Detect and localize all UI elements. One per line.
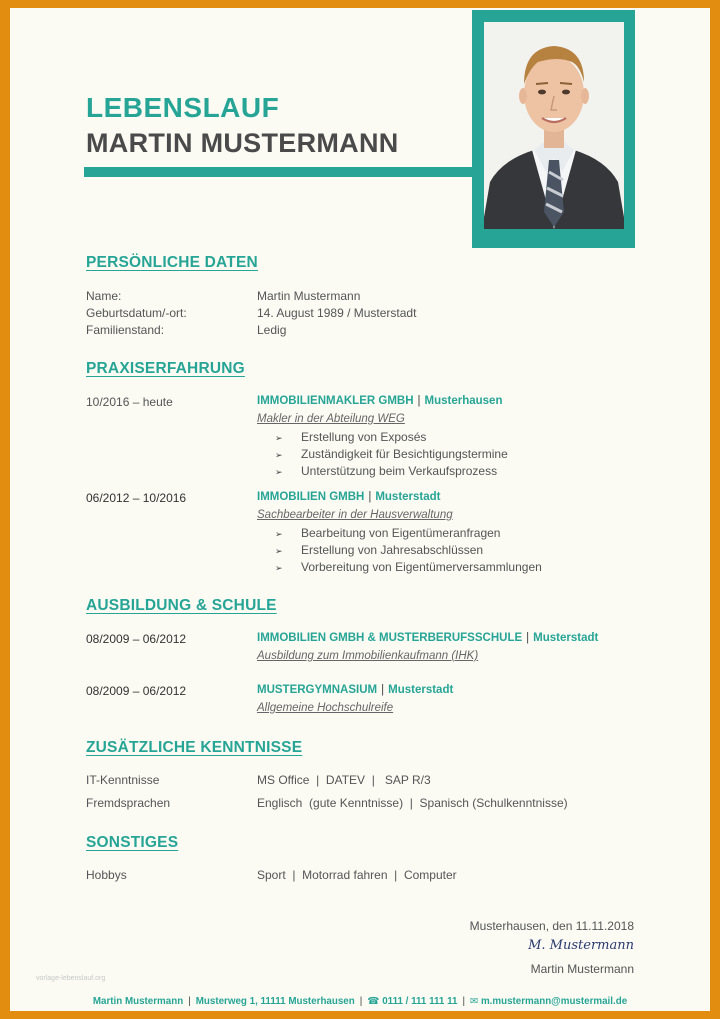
company-name: IMMOBILIEN GMBH xyxy=(257,491,365,503)
bullet-text: Unterstützung beim Verkaufsprozess xyxy=(301,464,498,478)
bullet-text: Erstellung von Exposés xyxy=(301,430,427,444)
school-city: Musterstadt xyxy=(388,684,454,696)
company-city: Musterhausen xyxy=(424,395,503,407)
footer-name: Martin Mustermann xyxy=(92,996,184,1007)
envelope-icon: ✉ xyxy=(470,996,479,1007)
separator: | xyxy=(526,632,530,644)
separator: | xyxy=(417,395,421,407)
separator: | xyxy=(368,491,372,503)
education-degree: Ausbildung zum Immobilienkaufmann (IHK) xyxy=(257,650,479,662)
personal-label: Familienstand: xyxy=(86,323,165,337)
education-date: 08/2009 – 06/2012 xyxy=(86,684,187,698)
experience-bullet xyxy=(275,543,483,557)
education-date: 08/2009 – 06/2012 xyxy=(86,632,187,646)
document-title: LEBENSLAUF xyxy=(86,92,280,123)
other-value: Sport | Motorrad fahren | Computer xyxy=(257,868,457,882)
experience-bullet xyxy=(275,464,497,478)
arrow-bullet-icon: ➢ xyxy=(275,546,283,556)
signature-place-date: Musterhausen, den 11.11.2018 xyxy=(469,919,634,933)
company-name: IMMOBILIENMAKLER GMBH xyxy=(257,395,414,407)
experience-bullet xyxy=(275,447,508,461)
personal-value: Martin Mustermann xyxy=(257,289,361,303)
arrow-bullet-icon: ➢ xyxy=(275,433,283,443)
arrow-bullet-icon: ➢ xyxy=(275,467,283,477)
arrow-bullet-icon: ➢ xyxy=(275,563,283,573)
school-name: MUSTERGYMNASIUM xyxy=(257,684,378,696)
other-label: Hobbys xyxy=(86,868,127,882)
phone-icon: ☎ xyxy=(367,996,380,1007)
personal-label: Geburtsdatum/-ort: xyxy=(86,306,187,320)
skills-label: IT-Kenntnisse xyxy=(86,773,160,787)
personal-value: Ledig xyxy=(257,323,287,337)
school-name: IMMOBILIEN GMBH & MUSTERBERUFSSCHULE xyxy=(257,632,523,644)
footer-address: Musterweg 1, 11111 Musterhausen xyxy=(195,996,355,1007)
footer-phone: 0111 / 111 111 11 xyxy=(382,996,458,1007)
section-title-skills: ZUSÄTZLICHE KENNTNISSE xyxy=(86,739,303,756)
experience-company xyxy=(257,395,502,407)
skills-value: MS Office | DATEV | SAP R/3 xyxy=(257,773,431,787)
section-title-personal: PERSÖNLICHE DATEN xyxy=(86,254,258,271)
person-name-heading: MARTIN MUSTERMANN xyxy=(86,128,399,158)
personal-value: 14. August 1989 / Musterstadt xyxy=(257,306,417,320)
arrow-bullet-icon: ➢ xyxy=(275,529,283,539)
experience-date: 06/2012 – 10/2016 xyxy=(86,491,187,505)
profile-photo xyxy=(484,22,624,229)
experience-role: Makler in der Abteilung WEG xyxy=(257,413,405,425)
watermark: vorlage-lebenslauf.org xyxy=(36,975,106,982)
footer-contact xyxy=(10,996,710,1007)
signature-name: Martin Mustermann xyxy=(530,962,634,976)
separator: | xyxy=(188,996,191,1007)
cv-page xyxy=(10,8,710,1011)
experience-role: Sachbearbeiter in der Hausverwaltung xyxy=(257,509,453,521)
skills-value: Englisch (gute Kenntnisse) | Spanisch (Schulkenntnisse) xyxy=(257,796,568,810)
education-school xyxy=(257,684,453,696)
separator: | xyxy=(359,996,363,1007)
company-city: Musterstadt xyxy=(375,491,441,503)
education-degree: Allgemeine Hochschulreife xyxy=(257,702,394,714)
separator: | xyxy=(381,684,385,696)
title-accent-bar xyxy=(84,167,476,177)
experience-company xyxy=(257,491,441,503)
bullet-text: Erstellung von Jahresabschlüssen xyxy=(301,543,484,557)
section-title-experience: PRAXISERFAHRUNG xyxy=(86,360,245,377)
experience-bullet xyxy=(275,526,500,540)
experience-bullet xyxy=(275,430,426,444)
skills-label: Fremdsprachen xyxy=(86,796,171,810)
bullet-text: Bearbeitung von Eigentümeranfragen xyxy=(301,526,501,540)
education-school xyxy=(257,632,598,644)
experience-bullet xyxy=(275,560,542,574)
section-title-education: AUSBILDUNG & SCHULE xyxy=(86,597,277,614)
footer-email[interactable]: m.mustermann@mustermail.de xyxy=(480,996,628,1007)
experience-date: 10/2016 – heute xyxy=(86,395,173,409)
handwritten-signature: M. Mustermann xyxy=(528,938,634,953)
bullet-text: Zuständigkeit für Besichtigungstermine xyxy=(301,447,508,461)
school-city: Musterstadt xyxy=(533,632,599,644)
personal-label: Name: xyxy=(86,289,122,303)
bullet-text: Vorbereitung von Eigentümerversammlungen xyxy=(301,560,542,574)
section-title-other: SONSTIGES xyxy=(86,834,179,851)
arrow-bullet-icon: ➢ xyxy=(275,450,283,460)
separator: | xyxy=(462,996,465,1007)
portrait-illustration xyxy=(484,22,624,229)
